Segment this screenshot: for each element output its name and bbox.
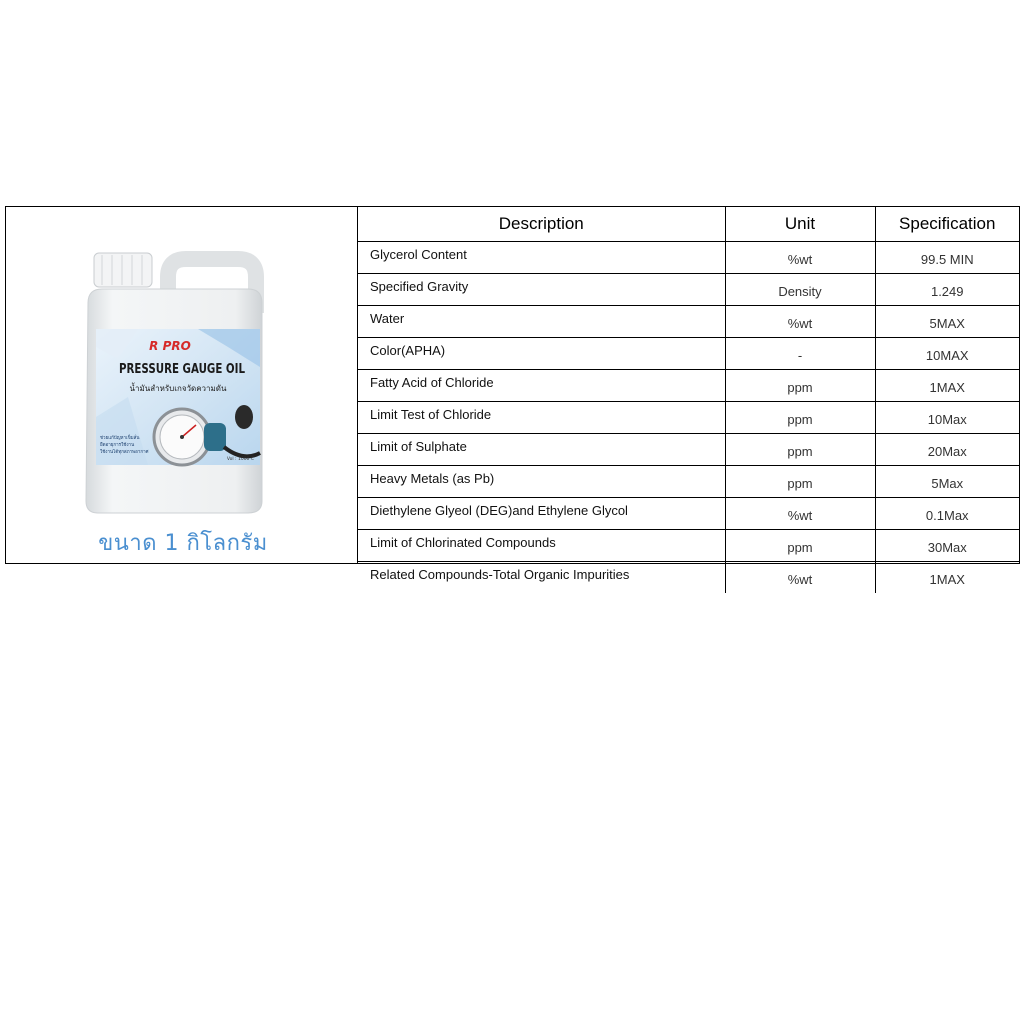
bottle-label [96, 329, 260, 465]
cell-unit: Density [725, 274, 875, 306]
header-description: Description [358, 207, 725, 242]
product-image-cell [6, 207, 358, 563]
cell-specification: 20Max [875, 434, 1019, 466]
bottle-brand: R PRO [149, 339, 191, 353]
table-body [358, 242, 1019, 594]
bottle-cap [94, 253, 152, 287]
cell-specification: 30Max [875, 530, 1019, 562]
cell-unit: ppm [725, 466, 875, 498]
cell-description: Limit Test of Chloride [358, 402, 725, 434]
cell-unit: ppm [725, 370, 875, 402]
bottle-product-name: PRESSURE GAUGE OIL [119, 362, 245, 377]
bottle-volume-label: Vol : 1000 C [226, 457, 254, 462]
cell-specification: 0.1Max [875, 498, 1019, 530]
table-row [358, 370, 1019, 402]
table-row [358, 466, 1019, 498]
cell-unit: ppm [725, 530, 875, 562]
table-row [358, 434, 1019, 466]
cell-specification: 1MAX [929, 571, 965, 587]
cell-unit: ppm [725, 402, 875, 434]
cell-specification: 5Max [875, 466, 1019, 498]
cell-description: Color(APHA) [358, 338, 725, 370]
cell-unit: %wt [725, 498, 875, 530]
header-specification: Specification [875, 207, 1019, 242]
specification-table [358, 207, 1019, 593]
table-row [358, 402, 1019, 434]
size-caption: ขนาด 1 กิโลกรัม [98, 531, 268, 556]
cell-unit: %wt [725, 242, 875, 274]
table-row [358, 562, 1019, 594]
bottle-thai-subtitle: น้ำมันสำหรับเกจวัดความดัน [129, 384, 227, 393]
cell-description: Related Compounds-Total Organic Impurities [358, 562, 725, 594]
spec-sheet-frame [5, 206, 1020, 587]
cell-unit: - [725, 338, 875, 370]
bottle-image [78, 247, 268, 517]
cell-specification: 5MAX [875, 306, 1019, 338]
table-row [358, 498, 1019, 530]
cell-unit: %wt [725, 562, 875, 594]
bottle-side-text-3: ใช้งานได้ทุกสภาพอากาศ [100, 450, 149, 455]
table-row [358, 242, 1019, 274]
cell-specification: 99.5 MIN [875, 242, 1019, 274]
bottle-side-text-2: ยืดอายุการใช้งาน [100, 443, 135, 448]
cell-description: Fatty Acid of Chloride [358, 370, 725, 402]
bottle-side-text-1: ช่วยแก้ปัญหาเข็มสั่น [100, 436, 140, 441]
cell-specification: 1.249 [875, 274, 1019, 306]
cell-description: Glycerol Content [358, 242, 725, 274]
cell-description: Diethylene Glyeol (DEG)and Ethylene Glycol [358, 498, 725, 530]
cell-description: Limit of Chlorinated Compounds [358, 530, 725, 562]
table-row [358, 530, 1019, 562]
cell-description: Specified Gravity [358, 274, 725, 306]
cell-specification: 10MAX [875, 338, 1019, 370]
cell-unit: %wt [725, 306, 875, 338]
cell-description: Limit of Sulphate [358, 434, 725, 466]
table-row [358, 306, 1019, 338]
table-header-row [358, 207, 1019, 242]
table-row [358, 274, 1019, 306]
header-unit: Unit [725, 207, 875, 242]
cell-specification: 1MAX [875, 370, 1019, 402]
cell-description: Water [358, 306, 725, 338]
table-row [358, 338, 1019, 370]
cell-description: Heavy Metals (as Pb) [358, 466, 725, 498]
cell-unit: ppm [725, 434, 875, 466]
cell-specification: 10Max [875, 402, 1019, 434]
